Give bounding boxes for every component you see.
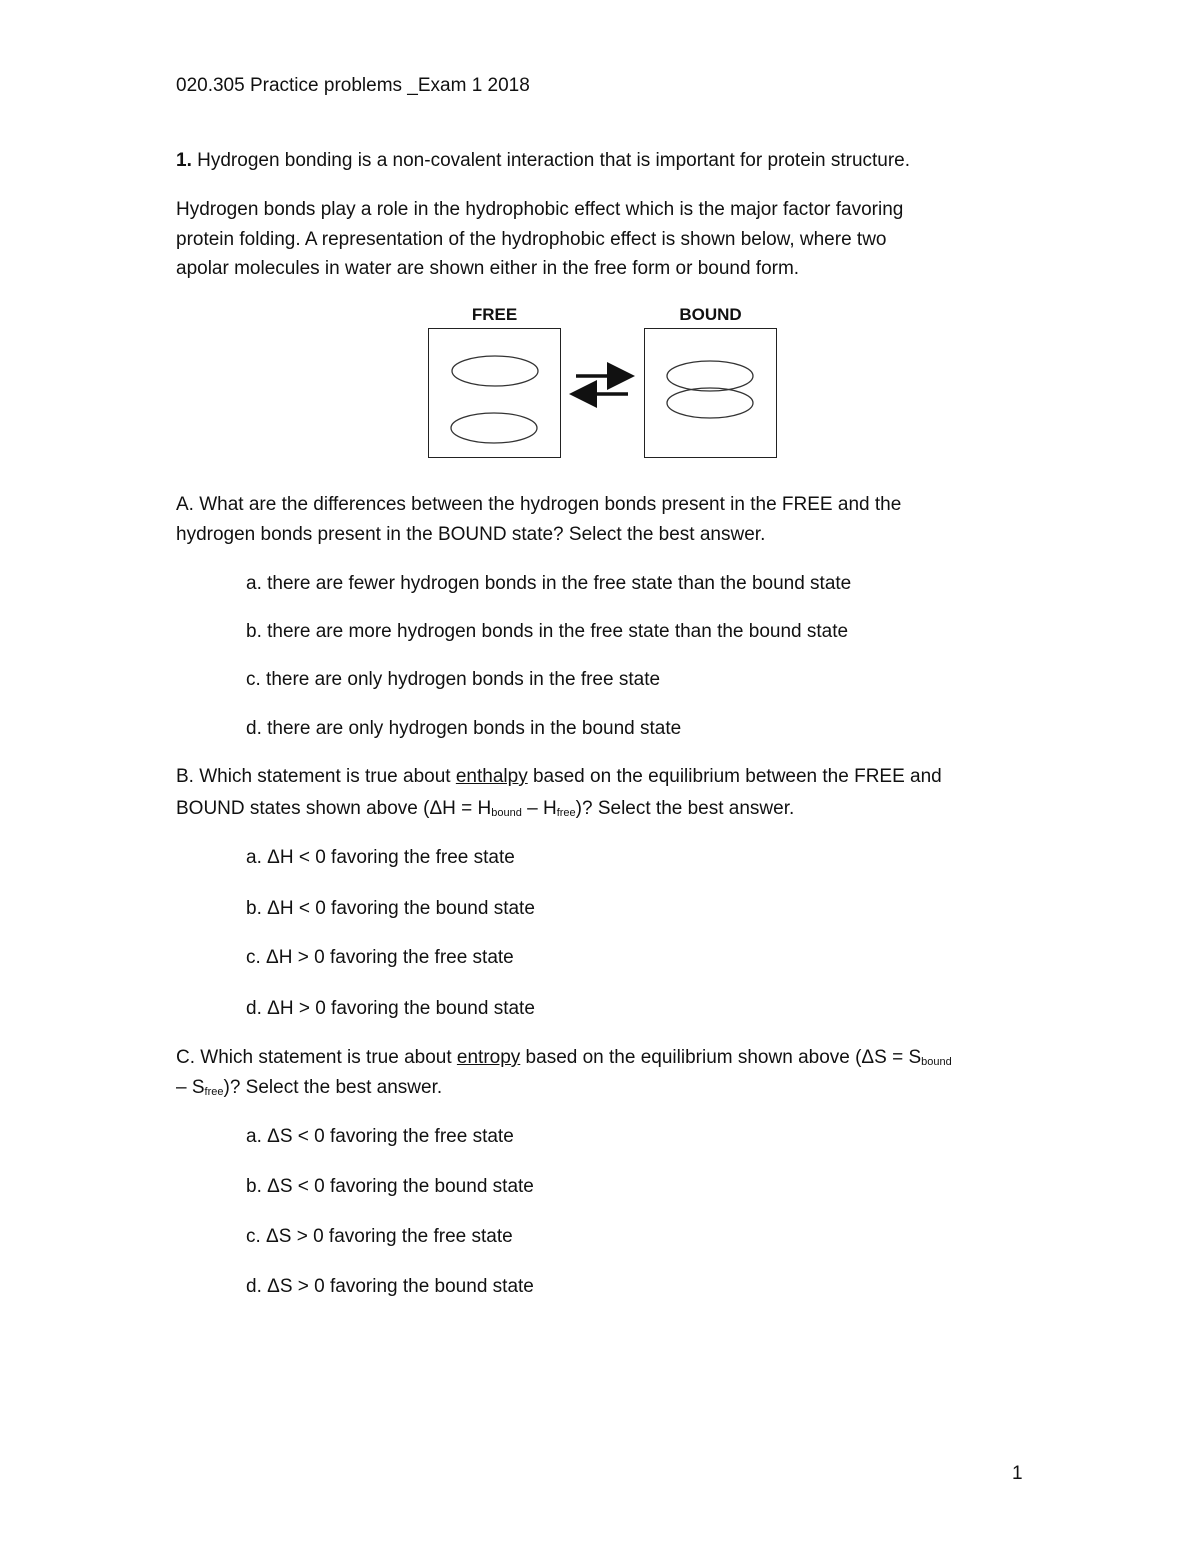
part-a-option-d: d. there are only hydrogen bonds in the bound state bbox=[246, 718, 682, 739]
part-c-question-line-2 bbox=[176, 1076, 442, 1104]
part-a-option-b: b. there are more hydrogen bonds in the free state than the bound state bbox=[246, 621, 849, 642]
part-a-question-line-1: A. What are the differences between the hydrogen bonds present in the FREE and the bbox=[176, 494, 902, 515]
part-b-text: BOUND states shown above (ΔH = H bbox=[176, 798, 492, 819]
part-b-text: based on the equilibrium between the FREE and bbox=[527, 766, 942, 787]
part-c-question-line-1 bbox=[176, 1046, 952, 1074]
part-c-text: based on the equilibrium shown above (ΔS = S bbox=[520, 1047, 922, 1068]
question-number: 1. bbox=[176, 150, 192, 171]
question-paragraph-line-2: protein folding. A representation of the hydrophobic effect is shown below, where two bbox=[176, 229, 887, 250]
part-c-text: C. Which statement is true about bbox=[176, 1047, 457, 1068]
free-label: FREE bbox=[471, 305, 518, 324]
free-molecule-bottom bbox=[451, 413, 537, 443]
subscript-free: free bbox=[204, 1086, 224, 1098]
part-c-option-d: d. ΔS > 0 favoring the bound state bbox=[246, 1276, 534, 1297]
part-c-option-b: b. ΔS < 0 favoring the bound state bbox=[246, 1176, 534, 1197]
question-paragraph-line-3: apolar molecules in water are shown either in the free form or bound form. bbox=[176, 258, 800, 279]
part-b-option-b: b. ΔH < 0 favoring the bound state bbox=[246, 898, 535, 919]
part-c-option-a: a. ΔS < 0 favoring the free state bbox=[246, 1126, 514, 1147]
enthalpy-keyword: enthalpy bbox=[455, 766, 528, 787]
part-b-option-d: d. ΔH > 0 favoring the bound state bbox=[246, 998, 535, 1019]
question-intro-text: Hydrogen bonding is a non-covalent interaction that is important for protein structure. bbox=[197, 150, 911, 171]
part-b-text: – H bbox=[521, 798, 557, 819]
part-b-option-a: a. ΔH < 0 favoring the free state bbox=[246, 847, 515, 868]
part-b-question-line-2 bbox=[176, 797, 794, 825]
entropy-keyword: entropy bbox=[456, 1047, 521, 1068]
subscript-bound: bound bbox=[921, 1056, 952, 1068]
subscript-bound: bound bbox=[491, 807, 522, 819]
part-b-text: B. Which statement is true about bbox=[176, 766, 456, 787]
part-b-question-line-1 bbox=[176, 765, 942, 789]
bound-molecule-top bbox=[667, 361, 753, 391]
part-a-question-line-2: hydrogen bonds present in the BOUND state? Select the best answer. bbox=[176, 524, 766, 545]
part-c-text: – S bbox=[176, 1077, 205, 1098]
part-c-text: )? Select the best answer. bbox=[223, 1077, 443, 1098]
bound-label: BOUND bbox=[679, 305, 742, 324]
page-number: 1 bbox=[1012, 1463, 1023, 1484]
part-a-option-a: a. there are fewer hydrogen bonds in the free state than the bound state bbox=[246, 573, 852, 594]
bound-molecule-bottom bbox=[667, 388, 753, 418]
free-molecule-top bbox=[452, 356, 538, 386]
part-a-option-c: c. there are only hydrogen bonds in the free state bbox=[246, 669, 661, 690]
page-header: 020.305 Practice problems _Exam 1 2018 bbox=[176, 75, 530, 96]
part-b-option-c: c. ΔH > 0 favoring the free state bbox=[246, 947, 514, 968]
subscript-free: free bbox=[556, 807, 576, 819]
part-c-option-c: c. ΔS > 0 favoring the free state bbox=[246, 1226, 513, 1247]
question-paragraph-line-1: Hydrogen bonds play a role in the hydrophobic effect which is the major factor favoring bbox=[176, 199, 904, 220]
part-b-text: )? Select the best answer. bbox=[575, 798, 795, 819]
